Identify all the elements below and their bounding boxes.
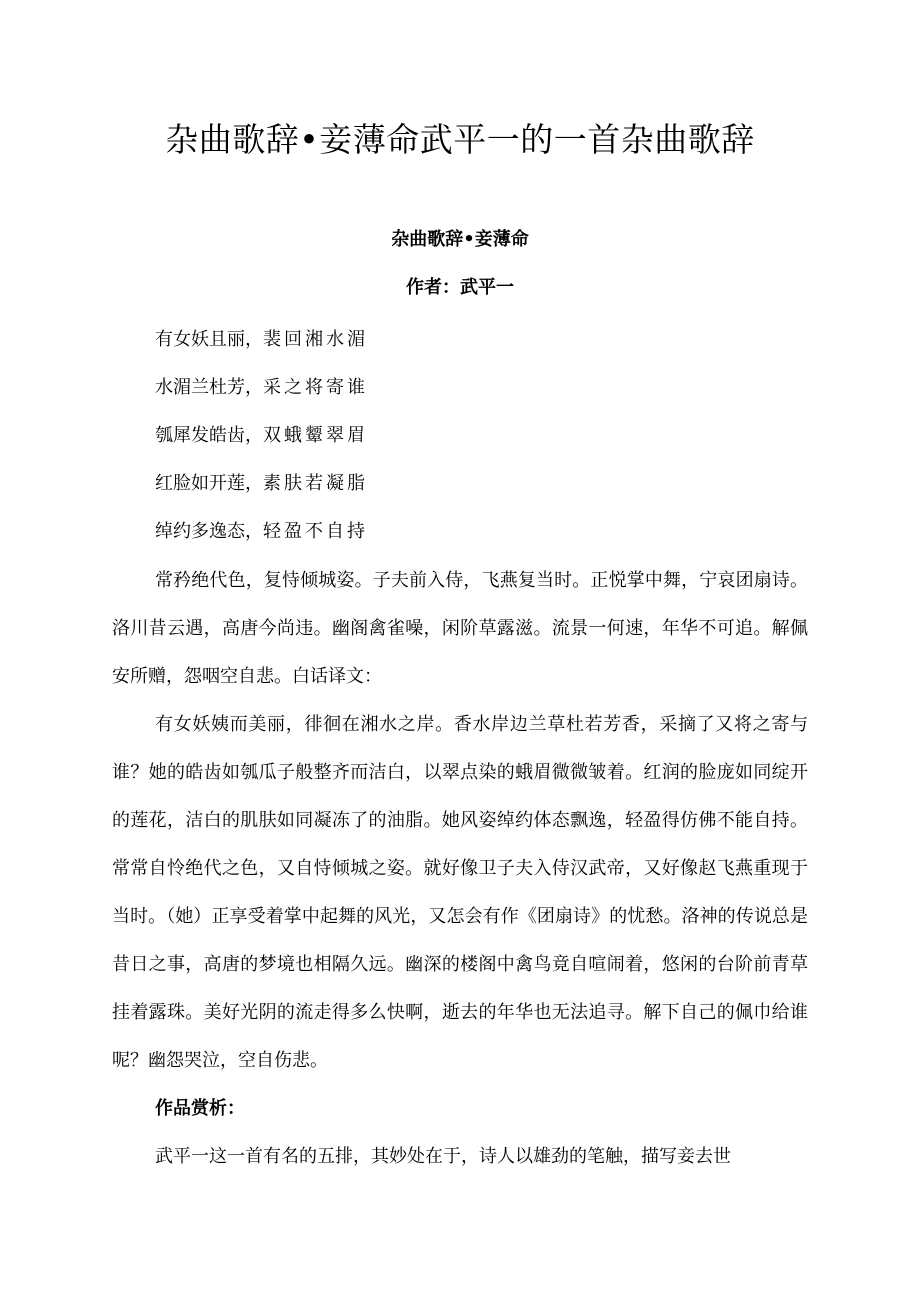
document-title: 杂曲歌辞•妾薄命武平一的一首杂曲歌辞 xyxy=(165,120,755,159)
poem-line-first-half: 绰约多逸态， xyxy=(155,521,263,542)
poem-line-first-half: 瓠犀发皓齿， xyxy=(155,425,263,446)
poem-line xyxy=(155,412,815,460)
poem-line-second-half: 双蛾颦翠眉 xyxy=(263,425,368,446)
original-text-paragraph: 常矜绝代色，复恃倾城姿。子夫前入侍，飞燕复当时。正悦掌中舞，宁哀团扇诗。洛川昔云遇，高唐今尚违。幽阁禽雀噪，闲阶草露滋。流景一何速，年华不可追。解佩安所赠，怨咽空自悲。白话译文： xyxy=(112,570,808,687)
poem-line-first-half: 水湄兰杜芳， xyxy=(155,377,263,398)
poem-author: 作者：武平一 xyxy=(406,277,514,298)
poem-line-second-half: 采之将寄谁 xyxy=(263,377,368,398)
poem-line xyxy=(155,364,815,412)
poem-lines xyxy=(155,316,815,556)
poem-line-second-half: 裴回湘水湄 xyxy=(263,329,368,350)
analysis-heading: 作品赏析： xyxy=(155,1098,245,1119)
analysis-paragraph: 武平一这一首有名的五排，其妙处在于，诗人以雄劲的笔触，描写妾去世 xyxy=(155,1146,731,1167)
poem-line xyxy=(155,316,815,364)
poem-line-first-half: 有女妖且丽， xyxy=(155,329,263,350)
poem-line-first-half: 红脸如开莲， xyxy=(155,473,263,494)
poem-line xyxy=(155,460,815,508)
poem-line-second-half: 轻盈不自持 xyxy=(263,521,368,542)
poem-line xyxy=(155,508,815,556)
poem-line-second-half: 素肤若凝脂 xyxy=(263,473,368,494)
poem-title: 杂曲歌辞•妾薄命 xyxy=(391,229,529,250)
translation-paragraph: 有女妖姨而美丽，徘徊在湘水之岸。香水岸边兰草杜若芳香，采摘了又将之寄与谁？她的皓齿如瓠瓜子般整齐而洁白，以翠点染的蛾眉微微皱着。红润的脸庞如同绽开的莲花，洁白的肌肤如同凝冻了的油脂。她风姿绰约体态飘逸，轻盈得仿佛不能自持。常常自怜绝代之色，又自恃倾城之姿。就好像卫子夫入侍汉武帝，又好像赵飞燕重现于当时。（她）正享受着掌中起舞的风光，又怎会有作《团扇诗》的忧愁。洛神的传说总是昔日之事，高唐的梦境也相隔久远。幽深的楼阁中禽鸟竟自喧闹着，悠闲的台阶前青草挂着露珠。美好光阴的流走得多么快啊，逝去的年华也无法追寻。解下自己的佩巾给谁呢？幽怨哭泣，空自伤悲。 xyxy=(112,714,808,1071)
